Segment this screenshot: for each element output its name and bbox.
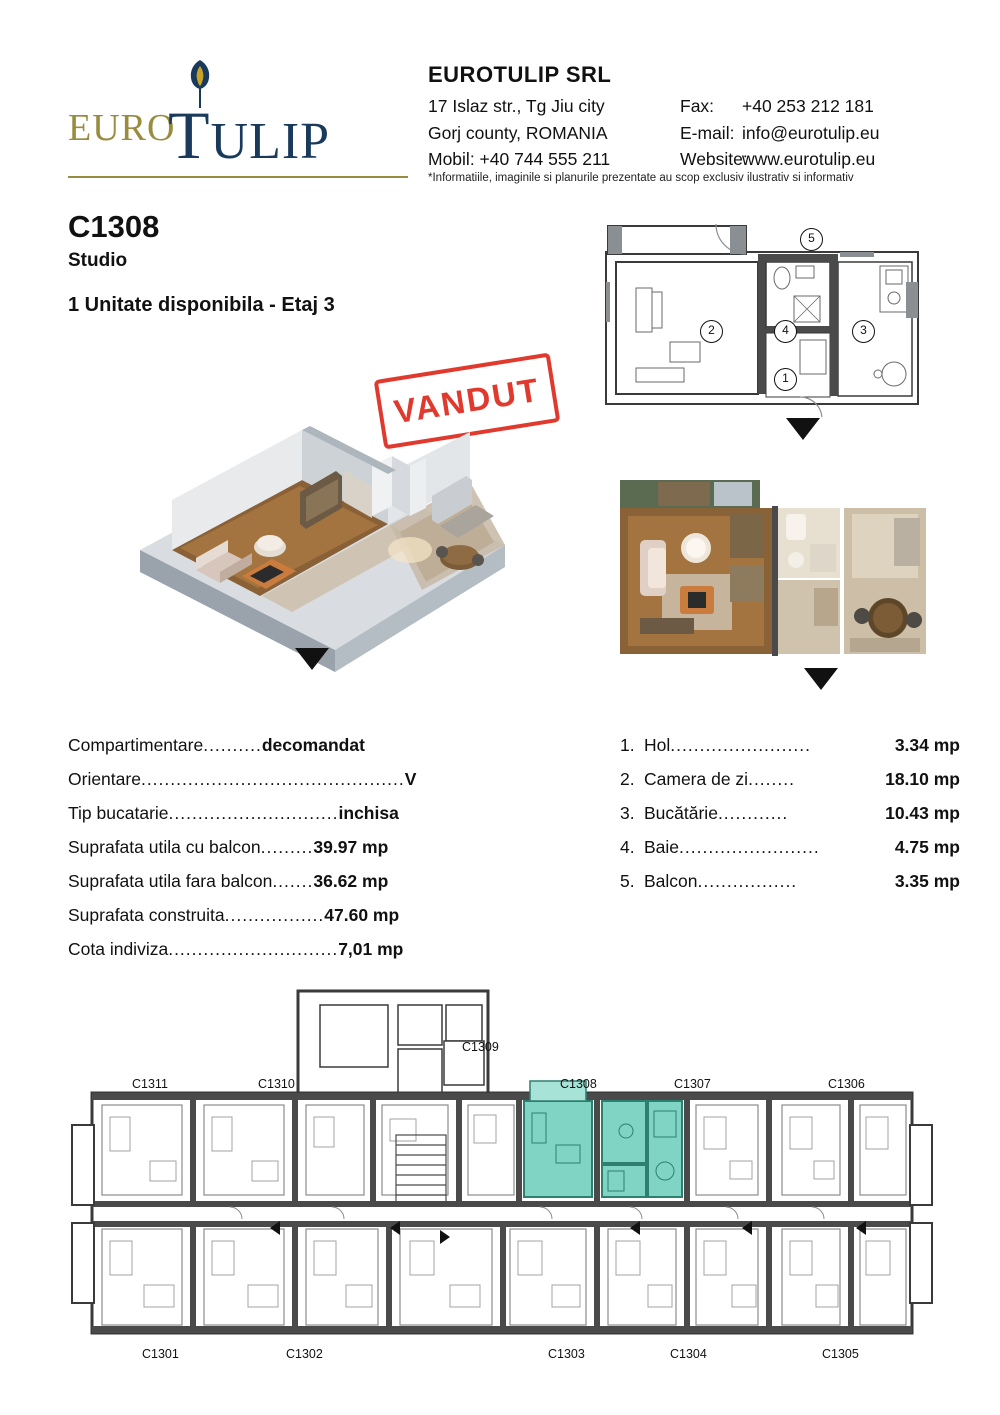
spec-label: Orientare [68,769,141,789]
spec-row [68,837,468,858]
apartment-floor-plan-drawing [600,222,925,417]
room-row [620,735,960,756]
spec-dots: ............................................. [140,769,405,789]
room-row [620,769,960,790]
room-dots: ................. [697,871,798,891]
plan-marker-5: 5 [800,228,823,251]
website-value[interactable]: www.eurotulip.eu [742,149,876,170]
unit-label-c1303: C1303 [548,1347,585,1361]
room-name: Bucătărie [644,803,718,823]
spec-dots: ............................. [168,939,339,959]
contact-block [428,62,948,172]
corridor-arrow [630,1221,640,1235]
spec-row [68,803,468,824]
unit-label-c1309: C1309 [462,1040,499,1054]
spec-row [68,871,468,892]
room-dots: ............ [717,803,789,823]
unit-type: Studio [68,250,128,272]
orientation-arrow-plan [786,418,820,440]
room-number: 4. [620,837,635,857]
spec-value: inchisa [338,803,399,823]
spec-dots: ......... [260,837,314,857]
mobile-line: Mobil: +40 744 555 211 [428,149,611,170]
unit-label-c1308: C1308 [560,1077,597,1091]
spec-label: Suprafata utila cu balcon [68,837,261,857]
apartment-3d-render-image [110,400,520,680]
spec-label: Tip bucatarie [68,803,169,823]
room-area: 3.34 mp [894,735,960,755]
spec-row [68,769,468,790]
room-row [620,803,960,824]
orientation-arrow-topview [804,668,838,690]
building-floor-plan [70,985,935,1375]
apartment-topview-render [618,478,928,673]
room-dots: ........ [748,769,795,789]
page-header [0,0,1000,200]
spec-row [68,939,468,960]
room-name: Camera de zi [644,769,749,789]
room-number: 2. [620,769,635,789]
room-name: Hol [644,735,671,755]
unit-label-c1306: C1306 [828,1077,865,1091]
spec-row [68,735,468,756]
room-area: 18.10 mp [885,769,960,789]
room-areas-list [620,735,960,905]
unit-label-c1310: C1310 [258,1077,295,1091]
room-number: 5. [620,871,635,891]
spec-value: decomandat [261,735,365,755]
email-label: E-mail: [680,122,735,143]
spec-dots: ............................. [168,803,339,823]
status-badge-label: VANDUT [391,370,543,431]
room-area: 10.43 mp [885,803,960,823]
unit-label-c1301: C1301 [142,1347,179,1361]
building-floor-plan-drawing [70,985,935,1375]
plan-marker-3: 3 [852,320,875,343]
apartment-3d-render [110,400,520,680]
spec-label: Cota indiviza [68,939,169,959]
plan-marker-1: 1 [774,368,797,391]
contact-details [428,95,948,172]
room-area: 4.75 mp [894,837,960,857]
website-label: Website: [680,149,748,170]
corridor-arrow [390,1221,400,1235]
logo-divider [68,176,408,178]
unit-label-c1307: C1307 [674,1077,711,1091]
fax-label: Fax: [680,96,715,116]
apartment-topview-render-image [618,478,928,673]
room-number: 1. [620,735,635,755]
spec-dots: .......... [203,735,262,755]
spec-value: 47.60 mp [324,905,400,925]
fax-value: +40 253 212 181 [742,96,874,116]
spec-dots: ....... [272,871,314,891]
unit-label-c1311: C1311 [132,1077,168,1091]
room-dots: ........................ [679,837,820,857]
logo-text-tulip [168,96,330,175]
room-row [620,871,960,892]
email-value[interactable]: info@eurotulip.eu [742,122,880,143]
room-area: 3.35 mp [894,871,960,891]
logo-text-euro: EURO [68,107,176,149]
disclaimer-text: *Informatiile, imaginile si planurile prezentate au scop exclusiv ilustrativ si informativ [428,172,854,184]
company-logo [68,58,398,178]
corridor-arrow [270,1221,280,1235]
specifications-list [68,735,468,973]
room-number: 3. [620,803,635,823]
spec-label: Suprafata utila fara balcon [68,871,273,891]
address-line-1: 17 Islaz str., Tg Jiu city [428,96,605,116]
orientation-arrow-render [295,648,329,670]
unit-availability: 1 Unitate disponibila - Etaj 3 [68,294,335,317]
corridor-arrow [856,1221,866,1235]
spec-value: 7,01 mp [338,939,404,959]
spec-value: 39.97 mp [313,837,389,857]
logo-tulip-capital: T [168,97,211,173]
room-dots: ........................ [670,735,811,755]
spec-value: 36.62 mp [313,871,389,891]
room-name: Balcon [644,871,698,891]
apartment-floor-plan [600,222,925,417]
unit-code: C1308 [68,209,160,244]
spec-label: Compartimentare [68,735,204,755]
spec-row [68,905,468,926]
plan-marker-4: 4 [774,320,797,343]
unit-label-c1302: C1302 [286,1347,323,1361]
address-line-2: Gorj county, ROMANIA [428,122,608,143]
unit-label-c1304: C1304 [670,1347,707,1361]
spec-value: V [404,769,417,789]
logo-tulip-rest: ULIP [210,113,331,170]
corridor-arrow [440,1230,450,1244]
spec-dots: ................. [224,905,325,925]
unit-title-block [68,210,518,317]
room-row [620,837,960,858]
corridor-arrow [742,1221,752,1235]
spec-label: Suprafata construita [68,905,225,925]
plan-marker-2: 2 [700,320,723,343]
room-name: Baie [644,837,680,857]
unit-label-c1305: C1305 [822,1347,859,1361]
company-name: EUROTULIP SRL [428,62,612,87]
